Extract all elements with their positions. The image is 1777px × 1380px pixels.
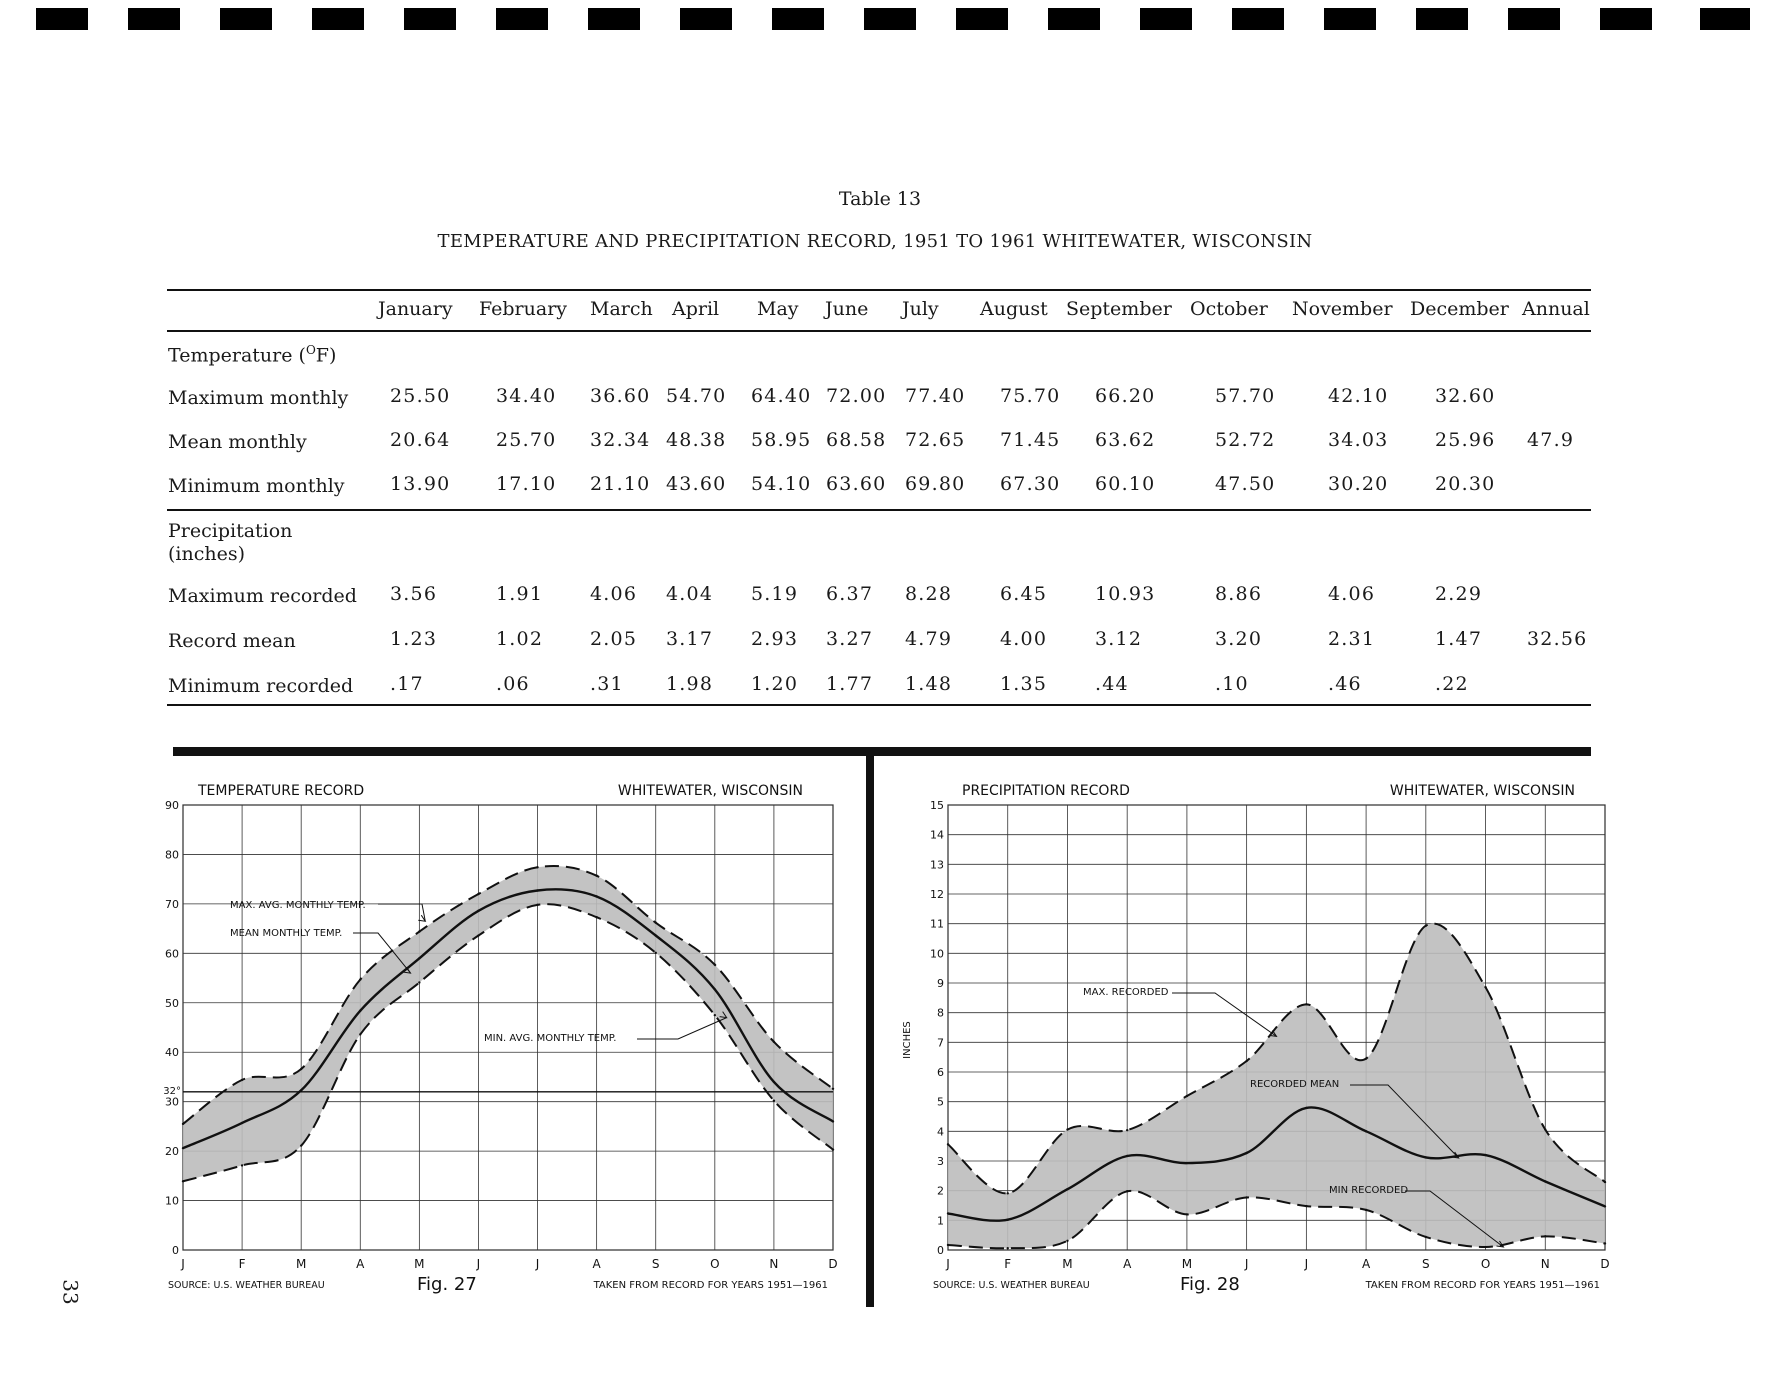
table-cell: 4.00 (1000, 628, 1048, 650)
column-header: September (1066, 298, 1172, 320)
table-cell: .17 (390, 673, 424, 695)
x-tick-label: A (592, 1257, 601, 1271)
y-axis-label: INCHES (902, 1021, 913, 1059)
x-tick-label: J (946, 1257, 950, 1271)
table-cell: 8.28 (905, 583, 953, 605)
table-cell: .46 (1328, 673, 1362, 695)
data-point (300, 1068, 302, 1070)
data-point (1604, 1242, 1606, 1244)
table-cell: 63.60 (826, 473, 887, 495)
row-label: Maximum monthly (168, 387, 349, 409)
table-cell: 34.03 (1328, 429, 1389, 451)
table-cell: .44 (1095, 673, 1129, 695)
precipitation-section-label: Precipitation (168, 520, 293, 542)
y-tick-label: 0 (172, 1244, 179, 1257)
data-point (477, 934, 479, 936)
table-cell: 75.70 (1000, 385, 1061, 407)
table-cell: 72.65 (905, 429, 966, 451)
table-cell: 1.48 (905, 673, 953, 695)
data-point (832, 1088, 834, 1090)
precipitation-unit-label: (inches) (168, 543, 246, 565)
data-point (595, 895, 597, 897)
data-point (655, 934, 657, 936)
data-point (1544, 1180, 1546, 1182)
binding-mark (1416, 8, 1468, 30)
data-point (947, 1244, 949, 1246)
table-cell: 10.93 (1095, 583, 1156, 605)
x-tick-label: J (1304, 1257, 1309, 1271)
y-tick-label: 70 (165, 897, 179, 911)
data-point (832, 1148, 834, 1150)
binding-mark (1324, 8, 1376, 30)
data-point (1007, 1192, 1009, 1194)
data-point (655, 921, 657, 923)
table-cell: 54.70 (666, 385, 727, 407)
table-cell: 6.37 (826, 583, 874, 605)
data-point (477, 910, 479, 912)
data-point (241, 1079, 243, 1081)
x-tick-label: F (238, 1257, 246, 1271)
column-header: June (825, 298, 869, 320)
binding-mark (588, 8, 640, 30)
section-rule (167, 509, 1591, 511)
binding-mark (1140, 8, 1192, 30)
table-cell: 2.29 (1435, 583, 1483, 605)
table-cell: .22 (1435, 673, 1469, 695)
y-tick-label: 9 (937, 977, 944, 990)
y-tick-label: 1 (937, 1214, 944, 1228)
data-point (1305, 1003, 1307, 1005)
table-cell: 3.17 (666, 628, 714, 650)
y-tick-label: 15 (930, 799, 944, 812)
chart-title: TEMPERATURE RECORD (198, 783, 365, 799)
binding-mark (496, 8, 548, 30)
data-point (1007, 1219, 1009, 1221)
annotation-leader (637, 1018, 727, 1039)
table-cell: 1.47 (1435, 628, 1483, 650)
data-point (182, 1147, 184, 1149)
column-header: February (479, 298, 568, 320)
table-cell: 5.19 (751, 583, 799, 605)
chart-subtitle: WHITEWATER, WISCONSIN (1389, 783, 1575, 799)
data-point (1484, 1154, 1486, 1156)
data-point (359, 1033, 361, 1035)
table-cell: 30.20 (1328, 473, 1389, 495)
table-cell: 3.20 (1215, 628, 1263, 650)
data-point (536, 889, 538, 891)
binding-mark (220, 8, 272, 30)
x-tick-label: D (1600, 1257, 1610, 1271)
data-point (773, 1041, 775, 1043)
table-cell: 32.60 (1435, 385, 1496, 407)
table-cell: 6.45 (1000, 583, 1048, 605)
binding-mark (1600, 8, 1652, 30)
table-cell: 3.12 (1095, 628, 1143, 650)
table-cell: 2.93 (751, 628, 799, 650)
data-point (1245, 1060, 1247, 1062)
table-cell: 52.72 (1215, 429, 1276, 451)
x-tick-label: A (1123, 1257, 1132, 1271)
data-point (1245, 1152, 1247, 1154)
column-header: November (1292, 298, 1393, 320)
x-tick-label: N (769, 1257, 779, 1271)
y-tick-label: 0 (937, 1244, 944, 1257)
data-point (418, 930, 420, 932)
binding-mark (1508, 8, 1560, 30)
table-cell: 8.86 (1215, 583, 1263, 605)
table-cell: 34.40 (496, 385, 557, 407)
y-tick-label: 2 (937, 1184, 944, 1198)
column-header: October (1190, 298, 1268, 320)
data-point (947, 1143, 949, 1145)
y-tick-label: 12 (930, 888, 944, 901)
data-point (773, 1099, 775, 1101)
table-cell: .10 (1215, 673, 1249, 695)
table-cell: 54.10 (751, 473, 812, 495)
table-cell: 17.10 (496, 473, 557, 495)
y-tick-label: 80 (165, 848, 179, 862)
table-cell: 69.80 (905, 473, 966, 495)
table-cell: 21.10 (590, 473, 651, 495)
table-cell: 2.05 (590, 628, 638, 650)
table-cell: 32.34 (590, 429, 651, 451)
binding-mark (1700, 8, 1750, 30)
data-point (1544, 1235, 1546, 1237)
y-tick-label: 13 (930, 858, 944, 872)
table-cell: 42.10 (1328, 385, 1389, 407)
data-point (1066, 1188, 1068, 1190)
table-cell: 25.96 (1435, 429, 1496, 451)
x-tick-label: M (414, 1257, 425, 1271)
data-point (832, 1120, 834, 1122)
table-cell: 1.91 (496, 583, 544, 605)
table-cell: 68.58 (826, 429, 887, 451)
data-point (1305, 1205, 1307, 1207)
column-header: January (378, 298, 453, 320)
data-point (1425, 1236, 1427, 1238)
row-label: Maximum recorded (168, 585, 357, 607)
data-point (1126, 1190, 1128, 1192)
table-number: Table 13 (838, 188, 922, 210)
table-cell: 67.30 (1000, 473, 1061, 495)
table-cell: 1.77 (826, 673, 874, 695)
data-point (536, 904, 538, 906)
x-tick-label: M (296, 1257, 307, 1271)
data-point (947, 1212, 949, 1214)
data-point (595, 875, 597, 877)
binding-mark (1232, 8, 1284, 30)
table-cell: 4.06 (1328, 583, 1376, 605)
table-cell: 48.38 (666, 429, 727, 451)
column-header: March (590, 298, 653, 320)
y-tick-label: 50 (165, 996, 179, 1010)
data-point (1544, 1128, 1546, 1130)
table-top-rule (167, 289, 1591, 291)
data-point (1126, 1155, 1128, 1157)
data-point (1484, 1246, 1486, 1248)
table-cell: 58.95 (751, 429, 812, 451)
binding-mark (864, 8, 916, 30)
x-tick-label: A (356, 1257, 365, 1271)
table-cell: 4.79 (905, 628, 953, 650)
column-header: July (902, 298, 939, 320)
series-annotation: MAX. RECORDED (1083, 987, 1169, 998)
data-point (1066, 1128, 1068, 1130)
x-tick-label: N (1540, 1257, 1550, 1271)
data-point (182, 1180, 184, 1182)
table-cell: 66.20 (1095, 385, 1156, 407)
table-cell: 3.27 (826, 628, 874, 650)
chart-note: TAKEN FROM RECORD FOR YEARS 1951—1961 (1365, 1280, 1600, 1291)
data-point (1186, 1095, 1188, 1097)
y-tick-label: 11 (930, 917, 944, 931)
table-cell: 36.60 (590, 385, 651, 407)
table-cell: 25.50 (390, 385, 451, 407)
y-tick-label: 3 (937, 1155, 944, 1168)
table-cell: 2.31 (1328, 628, 1376, 650)
table-cell: 4.04 (666, 583, 714, 605)
data-point (359, 978, 361, 980)
table-cell: 72.00 (826, 385, 887, 407)
data-point (714, 1014, 716, 1016)
row-label: Minimum recorded (168, 675, 354, 697)
series-annotation: MEAN MONTHLY TEMP. (230, 928, 343, 939)
y-tick-label: 4 (937, 1125, 944, 1139)
column-header: Annual (1522, 298, 1590, 320)
data-point (1365, 1209, 1367, 1211)
chart-note: TAKEN FROM RECORD FOR YEARS 1951—1961 (593, 1280, 828, 1291)
y-tick-label: 14 (930, 828, 944, 842)
x-tick-label: A (1361, 1257, 1371, 1271)
table-cell: 77.40 (905, 385, 966, 407)
binding-mark (680, 8, 732, 30)
y-tick-label: 10 (930, 947, 944, 961)
data-point (1186, 1162, 1188, 1164)
y-tick-label: 6 (937, 1066, 944, 1079)
table-bottom-rule (167, 704, 1591, 706)
data-point (418, 957, 420, 959)
y-tick-label: 5 (937, 1095, 944, 1109)
binding-mark (128, 8, 180, 30)
data-point (655, 952, 657, 954)
table-cell: 4.06 (590, 583, 638, 605)
binding-strip (0, 0, 1777, 40)
series-annotation: RECORDED MEAN (1250, 1079, 1340, 1090)
table-cell: 64.40 (751, 385, 812, 407)
chart-subtitle: WHITEWATER, WISCONSIN (617, 783, 803, 799)
data-point (773, 1081, 775, 1083)
y-tick-label: 60 (165, 947, 179, 961)
page-number: 33 (58, 1279, 83, 1305)
temperature-chart (110, 770, 860, 1300)
series-annotation: MIN. AVG. MONTHLY TEMP. (484, 1033, 617, 1044)
data-point (1126, 1129, 1128, 1131)
table-cell: 71.45 (1000, 429, 1061, 451)
table-cell: 60.10 (1095, 473, 1156, 495)
table-cell: 1.02 (496, 628, 544, 650)
data-point (1425, 925, 1427, 927)
y-tick-label: 40 (165, 1046, 179, 1060)
table-cell: .31 (590, 673, 624, 695)
table-cell: 63.62 (1095, 429, 1156, 451)
chart-title: PRECIPITATION RECORD (962, 783, 1130, 799)
table-cell: 43.60 (666, 473, 727, 495)
data-point (595, 916, 597, 918)
binding-mark (312, 8, 364, 30)
binding-mark (404, 8, 456, 30)
x-tick-label: S (1422, 1257, 1430, 1271)
y-tick-label: 7 (937, 1036, 944, 1050)
column-header: December (1410, 298, 1509, 320)
reference-line-label: 32° (163, 1085, 181, 1097)
binding-mark (956, 8, 1008, 30)
column-header: May (757, 298, 799, 320)
data-point (241, 1122, 243, 1124)
x-tick-label: S (651, 1257, 660, 1271)
binding-mark (772, 8, 824, 30)
x-tick-label: O (1480, 1257, 1491, 1271)
row-label: Record mean (168, 630, 296, 652)
table-title: TEMPERATURE AND PRECIPITATION RECORD, 1951 TO 1961 WHITEWATER, WISCONSIN (437, 231, 1313, 252)
x-tick-label: J (181, 1257, 185, 1271)
table-cell: 20.64 (390, 429, 451, 451)
data-point (1604, 1181, 1606, 1183)
binding-mark (1048, 8, 1100, 30)
data-point (714, 988, 716, 990)
data-point (300, 1144, 302, 1146)
data-point (1484, 986, 1486, 988)
figure-divider-horizontal (173, 747, 1591, 756)
figure-label: Fig. 27 (417, 1274, 477, 1295)
x-tick-label: M (1062, 1257, 1073, 1271)
table-cell: 47.9 (1527, 429, 1575, 451)
header-rule (167, 330, 1591, 332)
data-point (477, 893, 479, 895)
y-tick-label: 30 (165, 1095, 179, 1109)
x-tick-label: J (535, 1257, 540, 1271)
y-tick-label: 20 (165, 1145, 179, 1159)
x-tick-label: J (476, 1257, 481, 1271)
table-cell: .06 (496, 673, 530, 695)
data-point (1007, 1247, 1009, 1249)
figure-divider-vertical (866, 753, 874, 1307)
table-cell: 1.23 (390, 628, 438, 650)
annotation-leader (378, 904, 425, 921)
chart-source: SOURCE: U.S. WEATHER BUREAU (933, 1280, 1090, 1291)
data-point (1365, 1130, 1367, 1132)
y-tick-label: 10 (165, 1194, 179, 1208)
y-tick-label: 8 (937, 1006, 944, 1020)
series-annotation: MAX. AVG. MONTHLY TEMP. (230, 900, 366, 911)
table-cell: 1.20 (751, 673, 799, 695)
table-cell: 25.70 (496, 429, 557, 451)
data-point (536, 866, 538, 868)
table-cell: 20.30 (1435, 473, 1496, 495)
x-tick-label: D (828, 1257, 838, 1271)
x-tick-label: F (1004, 1257, 1012, 1271)
figure-label: Fig. 28 (1180, 1274, 1240, 1295)
data-point (359, 1009, 361, 1011)
table-cell: 32.56 (1527, 628, 1588, 650)
data-point (1186, 1213, 1188, 1215)
x-tick-label: J (1244, 1257, 1249, 1271)
table-cell: 47.50 (1215, 473, 1276, 495)
data-point (418, 981, 420, 983)
row-label: Minimum monthly (168, 475, 345, 497)
x-tick-label: O (710, 1257, 720, 1271)
chart-source: SOURCE: U.S. WEATHER BUREAU (168, 1280, 325, 1291)
data-point (714, 964, 716, 966)
data-point (1245, 1196, 1247, 1198)
annotation-leader (1172, 993, 1277, 1036)
temperature-section-label: Temperature ($^O$F) (168, 343, 337, 367)
column-header: August (980, 298, 1048, 320)
data-point (1066, 1240, 1068, 1242)
table-cell: 1.35 (1000, 673, 1048, 695)
data-point (1604, 1205, 1606, 1207)
data-point (182, 1123, 184, 1125)
range-band (183, 866, 833, 1181)
data-point (1305, 1107, 1307, 1109)
data-point (1425, 1156, 1427, 1158)
data-point (1365, 1057, 1367, 1059)
binding-mark (36, 8, 88, 30)
table-cell: 1.98 (666, 673, 714, 695)
y-tick-label: 90 (165, 799, 179, 812)
precipitation-chart (880, 770, 1620, 1300)
table-cell: 13.90 (390, 473, 451, 495)
data-point (241, 1164, 243, 1166)
table-cell: 57.70 (1215, 385, 1276, 407)
x-tick-label: M (1181, 1257, 1193, 1271)
table-cell: 3.56 (390, 583, 438, 605)
series-annotation: MIN RECORDED (1329, 1185, 1409, 1196)
row-label: Mean monthly (168, 431, 307, 453)
column-header: April (672, 298, 720, 320)
